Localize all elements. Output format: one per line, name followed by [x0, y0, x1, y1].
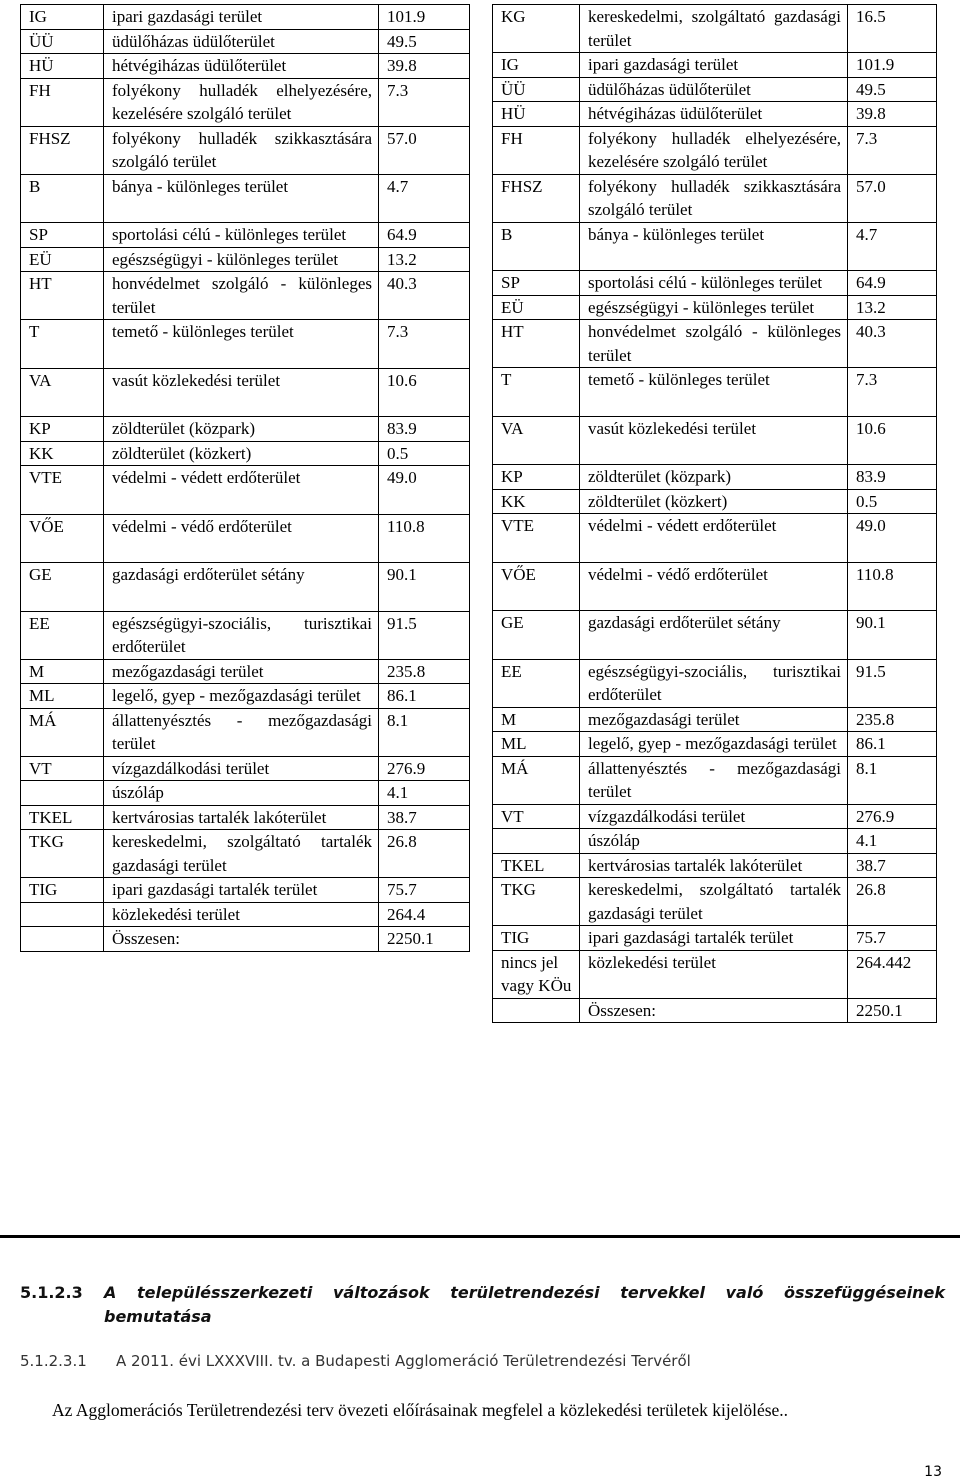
code-cell: EE	[21, 611, 104, 659]
value-cell: 0.5	[379, 441, 470, 466]
subsection-title: A 2011. évi LXXXVIII. tv. a Budapesti Agglomeráció Területrendezési Tervéről	[116, 1352, 691, 1370]
code-cell	[21, 902, 104, 927]
value-cell: 39.8	[379, 54, 470, 79]
description-cell: Összesen:	[104, 927, 379, 952]
table-row	[21, 805, 470, 830]
value-cell: 83.9	[848, 465, 937, 490]
table-row	[493, 489, 937, 514]
description-cell: ipari gazdasági terület	[104, 5, 379, 30]
code-cell: ÜÜ	[493, 77, 580, 102]
table-row	[21, 659, 470, 684]
description-cell: állattenyésztés - mezőgazdasági terület	[580, 756, 848, 804]
value-cell: 0.5	[848, 489, 937, 514]
table-row	[493, 514, 937, 563]
table-row	[493, 659, 937, 707]
description-cell: kereskedelmi, szolgáltató gazdasági terület	[580, 5, 848, 53]
code-cell: GE	[493, 611, 580, 660]
table-row	[21, 174, 470, 223]
code-cell: MÁ	[493, 756, 580, 804]
description-cell: kertvárosias tartalék lakóterület	[580, 853, 848, 878]
code-cell: KK	[493, 489, 580, 514]
description-cell: temető - különleges terület	[580, 368, 848, 417]
table-row	[21, 29, 470, 54]
code-cell: SP	[21, 223, 104, 248]
table-row	[493, 829, 937, 854]
table-row	[493, 102, 937, 127]
value-cell: 75.7	[848, 926, 937, 951]
table-row	[493, 174, 937, 222]
value-cell: 57.0	[848, 174, 937, 222]
code-cell: T	[21, 320, 104, 369]
description-cell: Összesen:	[580, 998, 848, 1023]
description-cell: egészségügyi - különleges terület	[580, 295, 848, 320]
description-cell: folyékony hulladék elhelyezésére, kezelésére szolgáló terület	[580, 126, 848, 174]
code-cell: TIG	[493, 926, 580, 951]
description-cell: ipari gazdasági tartalék terület	[104, 878, 379, 903]
table-row	[493, 368, 937, 417]
code-cell	[21, 927, 104, 952]
code-cell	[493, 998, 580, 1023]
table-row	[493, 707, 937, 732]
code-cell: M	[21, 659, 104, 684]
table-row	[21, 247, 470, 272]
page-number: 13	[924, 1464, 942, 1480]
code-cell: VŐE	[21, 514, 104, 563]
table-row	[493, 562, 937, 611]
code-cell: KK	[21, 441, 104, 466]
value-cell: 4.1	[379, 781, 470, 806]
table-row	[493, 611, 937, 660]
code-cell: MÁ	[21, 708, 104, 756]
description-cell: hétvégiházas üdülőterület	[580, 102, 848, 127]
description-cell: kertvárosias tartalék lakóterület	[104, 805, 379, 830]
value-cell: 235.8	[379, 659, 470, 684]
code-cell: nincs jel vagy KÖu	[493, 950, 580, 998]
code-cell: VTE	[493, 514, 580, 563]
description-cell: közlekedési terület	[580, 950, 848, 998]
value-cell: 235.8	[848, 707, 937, 732]
table-row	[493, 271, 937, 296]
description-cell: sportolási célú - különleges terület	[580, 271, 848, 296]
description-cell: legelő, gyep - mezőgazdasági terület	[104, 684, 379, 709]
table-row	[493, 998, 937, 1023]
value-cell: 91.5	[848, 659, 937, 707]
code-cell: TIG	[21, 878, 104, 903]
code-cell: FHSZ	[493, 174, 580, 222]
right-land-use-table	[492, 4, 937, 1023]
description-cell: állattenyésztés - mezőgazdasági terület	[104, 708, 379, 756]
description-cell: zöldterület (közpark)	[104, 417, 379, 442]
table-row	[493, 320, 937, 368]
description-cell: ipari gazdasági tartalék terület	[580, 926, 848, 951]
value-cell: 49.5	[379, 29, 470, 54]
table-row	[21, 78, 470, 126]
table-row	[21, 5, 470, 30]
code-cell: KP	[493, 465, 580, 490]
value-cell: 90.1	[848, 611, 937, 660]
value-cell: 49.5	[848, 77, 937, 102]
description-cell: mezőgazdasági terület	[104, 659, 379, 684]
value-cell: 86.1	[848, 732, 937, 757]
description-cell: egészségügyi - különleges terület	[104, 247, 379, 272]
value-cell: 4.7	[379, 174, 470, 223]
value-cell: 64.9	[848, 271, 937, 296]
table-row	[21, 708, 470, 756]
description-cell: vízgazdálkodási terület	[104, 756, 379, 781]
table-row	[493, 77, 937, 102]
subsection-number: 5.1.2.3.1	[20, 1352, 87, 1370]
value-cell: 7.3	[848, 368, 937, 417]
code-cell	[21, 781, 104, 806]
table-row	[21, 902, 470, 927]
value-cell: 75.7	[379, 878, 470, 903]
code-cell: VT	[21, 756, 104, 781]
code-cell: TKEL	[21, 805, 104, 830]
description-cell: védelmi - védő erdőterület	[104, 514, 379, 563]
value-cell: 40.3	[848, 320, 937, 368]
value-cell: 57.0	[379, 126, 470, 174]
description-cell: egészségügyi-szociális, turisztikai erdőterület	[580, 659, 848, 707]
value-cell: 86.1	[379, 684, 470, 709]
description-cell: ipari gazdasági terület	[580, 53, 848, 78]
value-cell: 39.8	[848, 102, 937, 127]
code-cell: VA	[493, 416, 580, 465]
value-cell: 8.1	[379, 708, 470, 756]
value-cell: 13.2	[848, 295, 937, 320]
table-row	[493, 5, 937, 53]
table-row	[21, 927, 470, 952]
value-cell: 16.5	[848, 5, 937, 53]
description-cell: bánya - különleges terület	[104, 174, 379, 223]
value-cell: 101.9	[848, 53, 937, 78]
description-cell: legelő, gyep - mezőgazdasági terület	[580, 732, 848, 757]
value-cell: 26.8	[848, 878, 937, 926]
code-cell: ÜÜ	[21, 29, 104, 54]
description-cell: védelmi - védett erdőterület	[580, 514, 848, 563]
right-table-body	[493, 5, 937, 1023]
code-cell: HÜ	[493, 102, 580, 127]
left-table-body	[21, 5, 470, 952]
code-cell: KP	[21, 417, 104, 442]
code-cell: FH	[493, 126, 580, 174]
description-cell: honvédelmet szolgáló - különleges terület	[580, 320, 848, 368]
code-cell: TKG	[493, 878, 580, 926]
value-cell: 7.3	[848, 126, 937, 174]
table-row	[493, 878, 937, 926]
code-cell: IG	[493, 53, 580, 78]
table-row	[493, 926, 937, 951]
description-cell: védelmi - védett erdőterület	[104, 466, 379, 515]
table-row	[21, 417, 470, 442]
value-cell: 264.442	[848, 950, 937, 998]
right-table-container	[492, 4, 936, 1023]
table-row	[21, 54, 470, 79]
table-row	[21, 611, 470, 659]
description-cell: mezőgazdasági terület	[580, 707, 848, 732]
code-cell: KG	[493, 5, 580, 53]
code-cell: HT	[21, 272, 104, 320]
code-cell: TKEL	[493, 853, 580, 878]
value-cell: 64.9	[379, 223, 470, 248]
value-cell: 49.0	[379, 466, 470, 515]
table-row	[21, 830, 470, 878]
table-row	[21, 368, 470, 417]
subsection-heading	[20, 1352, 691, 1370]
description-cell: egészségügyi-szociális, turisztikai erdőterület	[104, 611, 379, 659]
code-cell: TKG	[21, 830, 104, 878]
description-cell: védelmi - védő erdőterület	[580, 562, 848, 611]
value-cell: 91.5	[379, 611, 470, 659]
code-cell: ML	[493, 732, 580, 757]
table-row	[21, 781, 470, 806]
description-cell: üdülőházas üdülőterület	[580, 77, 848, 102]
value-cell: 276.9	[848, 804, 937, 829]
description-cell: vasút közlekedési terület	[104, 368, 379, 417]
code-cell: EE	[493, 659, 580, 707]
code-cell: SP	[493, 271, 580, 296]
code-cell: HT	[493, 320, 580, 368]
code-cell: B	[21, 174, 104, 223]
left-land-use-table	[20, 4, 470, 952]
value-cell: 10.6	[379, 368, 470, 417]
code-cell: IG	[21, 5, 104, 30]
description-cell: vízgazdálkodási terület	[580, 804, 848, 829]
code-cell: M	[493, 707, 580, 732]
description-cell: üdülőházas üdülőterület	[104, 29, 379, 54]
table-row	[493, 295, 937, 320]
table-row	[493, 465, 937, 490]
section-heading	[20, 1281, 945, 1329]
section-title: A településszerkezeti változások területrendezési tervekkel való összefüggéseinek bemutatása	[104, 1283, 945, 1326]
description-cell: gazdasági erdőterület sétány	[580, 611, 848, 660]
code-cell: EÜ	[493, 295, 580, 320]
description-cell: folyékony hulladék szikkasztására szolgáló terület	[104, 126, 379, 174]
description-cell: úszóláp	[104, 781, 379, 806]
description-cell: honvédelmet szolgáló - különleges terület	[104, 272, 379, 320]
value-cell: 83.9	[379, 417, 470, 442]
table-row	[493, 732, 937, 757]
code-cell	[493, 829, 580, 854]
description-cell: kereskedelmi, szolgáltató tartalék gazdasági terület	[104, 830, 379, 878]
table-row	[493, 222, 937, 271]
description-cell: zöldterület (közkert)	[580, 489, 848, 514]
code-cell: T	[493, 368, 580, 417]
description-cell: folyékony hulladék szikkasztására szolgáló terület	[580, 174, 848, 222]
value-cell: 26.8	[379, 830, 470, 878]
description-cell: közlekedési terület	[104, 902, 379, 927]
value-cell: 101.9	[379, 5, 470, 30]
description-cell: folyékony hulladék elhelyezésére, kezelésére szolgáló terület	[104, 78, 379, 126]
value-cell: 4.1	[848, 829, 937, 854]
value-cell: 38.7	[848, 853, 937, 878]
value-cell: 90.1	[379, 563, 470, 612]
code-cell: VA	[21, 368, 104, 417]
table-row	[493, 853, 937, 878]
description-cell: úszóláp	[580, 829, 848, 854]
table-row	[21, 126, 470, 174]
value-cell: 13.2	[379, 247, 470, 272]
table-row	[493, 126, 937, 174]
value-cell: 8.1	[848, 756, 937, 804]
description-cell: zöldterület (közpark)	[580, 465, 848, 490]
value-cell: 2250.1	[848, 998, 937, 1023]
value-cell: 4.7	[848, 222, 937, 271]
value-cell: 38.7	[379, 805, 470, 830]
code-cell: B	[493, 222, 580, 271]
table-row	[21, 756, 470, 781]
code-cell: FHSZ	[21, 126, 104, 174]
table-row	[21, 466, 470, 515]
description-cell: hétvégiházas üdülőterület	[104, 54, 379, 79]
table-row	[493, 950, 937, 998]
code-cell: EÜ	[21, 247, 104, 272]
description-cell: sportolási célú - különleges terület	[104, 223, 379, 248]
table-row	[493, 756, 937, 804]
page-divider	[0, 1235, 960, 1238]
value-cell: 110.8	[848, 562, 937, 611]
left-table-container	[20, 4, 469, 952]
code-cell: HÜ	[21, 54, 104, 79]
code-cell: ML	[21, 684, 104, 709]
value-cell: 49.0	[848, 514, 937, 563]
table-row	[493, 53, 937, 78]
table-row	[21, 320, 470, 369]
value-cell: 110.8	[379, 514, 470, 563]
value-cell: 7.3	[379, 78, 470, 126]
code-cell: VT	[493, 804, 580, 829]
code-cell: VŐE	[493, 562, 580, 611]
table-row	[21, 878, 470, 903]
table-row	[21, 563, 470, 612]
body-paragraph: Az Agglomerációs Területrendezési terv övezeti előírásainak megfelel a közlekedési területek kijelölése..	[52, 1400, 789, 1420]
table-row	[21, 441, 470, 466]
description-cell: zöldterület (közkert)	[104, 441, 379, 466]
table-row	[493, 416, 937, 465]
description-cell: kereskedelmi, szolgáltató tartalék gazdasági terület	[580, 878, 848, 926]
table-row	[21, 514, 470, 563]
value-cell: 264.4	[379, 902, 470, 927]
table-row	[21, 684, 470, 709]
description-cell: bánya - különleges terület	[580, 222, 848, 271]
description-cell: temető - különleges terület	[104, 320, 379, 369]
code-cell: FH	[21, 78, 104, 126]
value-cell: 40.3	[379, 272, 470, 320]
description-cell: gazdasági erdőterület sétány	[104, 563, 379, 612]
code-cell: GE	[21, 563, 104, 612]
code-cell: VTE	[21, 466, 104, 515]
value-cell: 276.9	[379, 756, 470, 781]
value-cell: 10.6	[848, 416, 937, 465]
table-row	[493, 804, 937, 829]
description-cell: vasút közlekedési terület	[580, 416, 848, 465]
value-cell: 7.3	[379, 320, 470, 369]
section-number: 5.1.2.3	[20, 1283, 83, 1302]
value-cell: 2250.1	[379, 927, 470, 952]
table-row	[21, 223, 470, 248]
table-row	[21, 272, 470, 320]
